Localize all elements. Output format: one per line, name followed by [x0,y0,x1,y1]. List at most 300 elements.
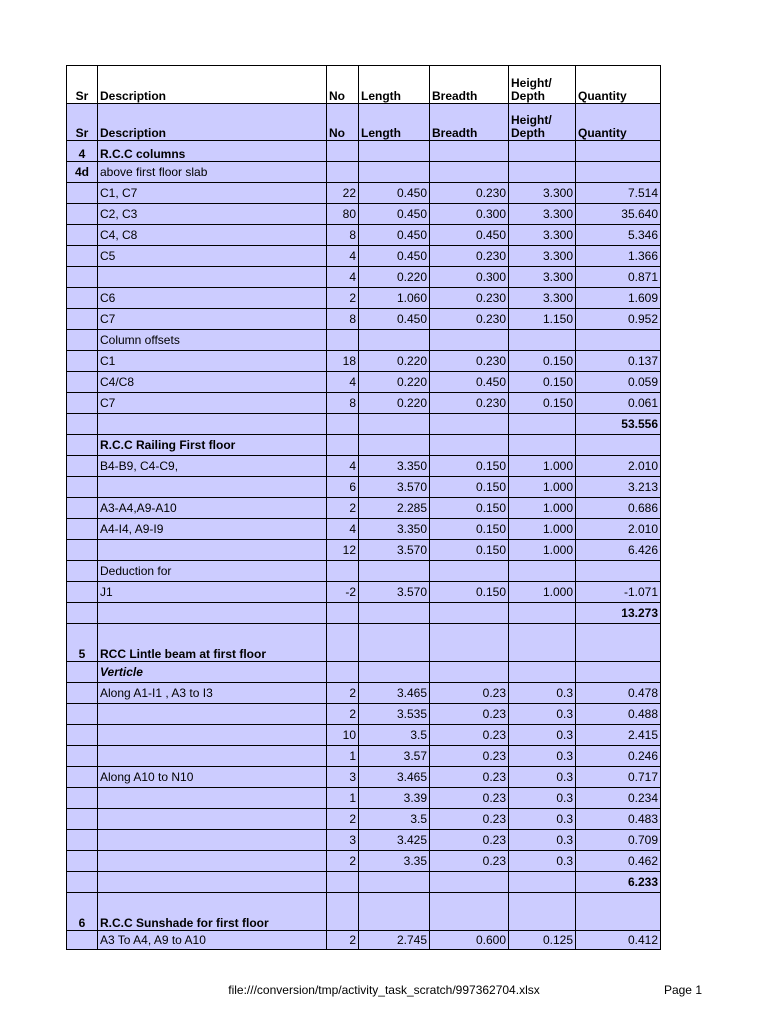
table-row [67,393,661,414]
quantity-cell: -1.071 [576,582,661,603]
sr-cell [67,725,98,746]
description-cell: C4, C8 [98,225,327,246]
sr-cell [67,330,98,351]
height-cell: 0.3 [509,851,576,872]
height-cell: 0.150 [509,372,576,393]
breadth-cell [430,624,509,662]
quantity-cell: 0.462 [576,851,661,872]
description-cell: R.C.C Sunshade for first floor [98,893,327,931]
no-cell: 2 [327,809,359,830]
sr-cell [67,872,98,893]
length-cell: 3.350 [359,519,430,540]
height-cell: 0.150 [509,393,576,414]
header-no: No [327,104,359,141]
table-row [67,767,661,788]
no-cell: 2 [327,498,359,519]
no-cell: 18 [327,351,359,372]
sr-cell [67,309,98,330]
no-cell: 2 [327,851,359,872]
quantity-cell: 2.010 [576,519,661,540]
height-cell [509,435,576,456]
breadth-cell: 0.23 [430,683,509,704]
breadth-cell [430,561,509,582]
description-cell [98,809,327,830]
description-cell [98,540,327,561]
quantity-cell: 0.686 [576,498,661,519]
sr-cell [67,225,98,246]
no-cell: -2 [327,582,359,603]
sr-cell [67,561,98,582]
quantity-cell: 6.233 [576,872,661,893]
quantity-cell: 0.246 [576,746,661,767]
description-cell [98,477,327,498]
height-cell: 1.000 [509,540,576,561]
sr-cell [67,393,98,414]
quantity-cell: 0.234 [576,788,661,809]
description-cell: A3-A4,A9-A10 [98,498,327,519]
header-quantity: Quantity [576,66,661,104]
table-row [67,561,661,582]
breadth-cell [430,162,509,183]
quantity-cell [576,624,661,662]
height-cell: 3.300 [509,288,576,309]
header-breadth: Breadth [430,104,509,141]
header-row-repeat [67,104,661,141]
no-cell: 3 [327,767,359,788]
description-cell: Column offsets [98,330,327,351]
description-cell [98,830,327,851]
length-cell: 3.535 [359,704,430,725]
breadth-cell [430,662,509,683]
sr-cell [67,662,98,683]
quantity-cell: 2.415 [576,725,661,746]
quantity-cell [576,893,661,931]
quantity-cell: 1.609 [576,288,661,309]
length-cell: 1.060 [359,288,430,309]
description-cell: A4-I4, A9-I9 [98,519,327,540]
quantity-cell: 53.556 [576,414,661,435]
table-row [67,288,661,309]
no-cell [327,662,359,683]
description-cell: C1, C7 [98,183,327,204]
quantity-cell [576,330,661,351]
height-cell: 0.3 [509,746,576,767]
header-length: Length [359,104,430,141]
no-cell [327,141,359,162]
height-cell: 0.3 [509,683,576,704]
description-cell [98,414,327,435]
height-cell [509,141,576,162]
no-cell: 8 [327,393,359,414]
no-cell: 1 [327,746,359,767]
section-row [67,141,661,162]
header-description: Description [98,104,327,141]
header-sr: Sr [67,104,98,141]
breadth-cell: 0.600 [430,931,509,950]
footer-page-number: Page 1 [663,983,702,997]
description-cell: C4/C8 [98,372,327,393]
description-cell: Deduction for [98,561,327,582]
length-cell: 3.465 [359,767,430,788]
length-cell [359,435,430,456]
height-cell: 0.150 [509,351,576,372]
table-row [67,498,661,519]
description-cell: C1 [98,351,327,372]
quantity-cell: 7.514 [576,183,661,204]
header-height-depth [509,104,576,141]
length-cell [359,603,430,624]
height-cell: 3.300 [509,183,576,204]
no-cell: 8 [327,309,359,330]
sr-cell [67,851,98,872]
table-row [67,162,661,183]
sr-cell [67,931,98,950]
section-row [67,624,661,662]
quantity-cell [576,162,661,183]
table-row [67,788,661,809]
height-cell: 0.3 [509,809,576,830]
length-cell [359,872,430,893]
no-cell [327,414,359,435]
sr-cell [67,477,98,498]
no-cell: 12 [327,540,359,561]
sr-cell [67,183,98,204]
description-cell: B4-B9, C4-C9, [98,456,327,477]
sr-cell [67,372,98,393]
no-cell [327,330,359,351]
breadth-cell: 0.150 [430,498,509,519]
header-height-line2: Depth [511,89,545,103]
no-cell [327,872,359,893]
description-cell [98,851,327,872]
length-cell: 3.39 [359,788,430,809]
length-cell: 2.745 [359,931,430,950]
height-cell: 0.3 [509,704,576,725]
total-row [67,603,661,624]
table-row [67,456,661,477]
quantity-cell: 0.061 [576,393,661,414]
height-cell [509,624,576,662]
table-row [67,351,661,372]
table-row [67,435,661,456]
sr-cell [67,519,98,540]
description-cell: Verticle [98,662,327,683]
breadth-cell: 0.23 [430,830,509,851]
height-cell: 3.300 [509,267,576,288]
length-cell [359,561,430,582]
description-cell [98,603,327,624]
description-cell: C7 [98,393,327,414]
description-cell: J1 [98,582,327,603]
quantity-cell: 0.871 [576,267,661,288]
breadth-cell [430,414,509,435]
quantity-cell: 1.366 [576,246,661,267]
quantity-cell: 6.426 [576,540,661,561]
table-row [67,851,661,872]
height-cell: 1.000 [509,519,576,540]
table-row [67,225,661,246]
description-cell [98,725,327,746]
description-cell: above first floor slab [98,162,327,183]
header-breadth: Breadth [430,66,509,104]
no-cell: 4 [327,267,359,288]
no-cell [327,162,359,183]
description-cell: RCC Lintle beam at first floor [98,624,327,662]
footer-file-path: file:///conversion/tmp/activity_task_scratch/997362704.xlsx [228,983,540,997]
no-cell: 1 [327,788,359,809]
sr-cell [67,540,98,561]
table-row [67,830,661,851]
description-cell: R.C.C columns [98,141,327,162]
description-cell: C5 [98,246,327,267]
quantity-cell: 35.640 [576,204,661,225]
quantity-sheet-table [66,65,661,950]
description-cell [98,267,327,288]
breadth-cell: 0.23 [430,704,509,725]
length-cell: 3.465 [359,683,430,704]
quantity-cell [576,141,661,162]
table-row [67,746,661,767]
header-no: No [327,66,359,104]
length-cell [359,162,430,183]
no-cell [327,624,359,662]
table-row [67,683,661,704]
sr-cell [67,683,98,704]
header-height-line1: Height/ [511,113,552,127]
quantity-cell: 0.709 [576,830,661,851]
breadth-cell: 0.23 [430,788,509,809]
length-cell [359,414,430,435]
length-cell: 3.5 [359,809,430,830]
section-row [67,893,661,931]
quantity-cell: 5.346 [576,225,661,246]
no-cell: 2 [327,683,359,704]
height-cell [509,662,576,683]
height-cell [509,603,576,624]
description-cell [98,788,327,809]
height-cell: 1.000 [509,582,576,603]
header-row [67,66,661,104]
description-cell: C6 [98,288,327,309]
quantity-cell: 0.059 [576,372,661,393]
length-cell: 0.220 [359,393,430,414]
height-cell: 1.150 [509,309,576,330]
sr-cell [67,788,98,809]
header-height-depth [509,66,576,104]
length-cell: 3.570 [359,477,430,498]
table-row [67,330,661,351]
breadth-cell: 0.150 [430,456,509,477]
quantity-cell: 2.010 [576,456,661,477]
length-cell: 3.570 [359,582,430,603]
quantity-cell [576,662,661,683]
table-row [67,809,661,830]
header-length: Length [359,66,430,104]
length-cell: 2.285 [359,498,430,519]
header-sr: Sr [67,66,98,104]
height-cell [509,893,576,931]
length-cell: 0.450 [359,204,430,225]
length-cell: 3.570 [359,540,430,561]
length-cell: 0.220 [359,351,430,372]
table-row [67,582,661,603]
sr-cell: 6 [67,893,98,931]
table-row [67,725,661,746]
sr-cell [67,704,98,725]
description-cell [98,746,327,767]
breadth-cell: 0.23 [430,746,509,767]
length-cell: 3.5 [359,725,430,746]
quantity-cell [576,435,661,456]
length-cell: 3.35 [359,851,430,872]
table-row [67,931,661,950]
table-row [67,519,661,540]
breadth-cell: 0.230 [430,309,509,330]
breadth-cell: 0.450 [430,225,509,246]
no-cell: 8 [327,225,359,246]
sr-cell: 4 [67,141,98,162]
height-cell: 1.000 [509,456,576,477]
table-row [67,309,661,330]
breadth-cell: 0.23 [430,767,509,788]
header-height-line1: Height/ [511,76,552,90]
description-cell: Along A10 to N10 [98,767,327,788]
table-row [67,183,661,204]
quantity-cell: 0.717 [576,767,661,788]
length-cell: 0.450 [359,246,430,267]
no-cell: 10 [327,725,359,746]
breadth-cell [430,603,509,624]
breadth-cell: 0.450 [430,372,509,393]
breadth-cell: 0.150 [430,582,509,603]
quantity-cell: 0.952 [576,309,661,330]
description-cell [98,872,327,893]
breadth-cell: 0.150 [430,540,509,561]
length-cell: 3.425 [359,830,430,851]
length-cell [359,662,430,683]
breadth-cell [430,872,509,893]
breadth-cell: 0.23 [430,851,509,872]
length-cell [359,141,430,162]
length-cell: 0.220 [359,267,430,288]
table-row [67,540,661,561]
sr-cell: 4d [67,162,98,183]
sr-cell [67,204,98,225]
no-cell: 4 [327,246,359,267]
description-cell [98,704,327,725]
length-cell: 0.450 [359,309,430,330]
length-cell: 0.220 [359,372,430,393]
no-cell: 2 [327,704,359,725]
description-cell: A3 To A4, A9 to A10 [98,931,327,950]
sr-cell [67,603,98,624]
breadth-cell: 0.300 [430,267,509,288]
height-cell: 3.300 [509,204,576,225]
height-cell: 0.3 [509,725,576,746]
breadth-cell: 0.230 [430,393,509,414]
breadth-cell [430,330,509,351]
header-height-line2: Depth [511,126,545,140]
no-cell: 4 [327,372,359,393]
no-cell: 2 [327,288,359,309]
sr-cell [67,830,98,851]
sr-cell [67,582,98,603]
sr-cell [67,267,98,288]
table-row [67,662,661,683]
breadth-cell: 0.230 [430,288,509,309]
quantity-cell: 0.137 [576,351,661,372]
height-cell: 0.125 [509,931,576,950]
table-row [67,267,661,288]
sr-cell: 5 [67,624,98,662]
length-cell: 0.450 [359,183,430,204]
quantity-cell: 0.488 [576,704,661,725]
height-cell [509,872,576,893]
height-cell: 0.3 [509,788,576,809]
no-cell [327,603,359,624]
breadth-cell [430,141,509,162]
sr-cell [67,498,98,519]
breadth-cell [430,893,509,931]
height-cell [509,162,576,183]
no-cell: 2 [327,931,359,950]
breadth-cell: 0.150 [430,519,509,540]
description-cell: R.C.C Railing First floor [98,435,327,456]
quantity-cell: 0.478 [576,683,661,704]
total-row [67,414,661,435]
quantity-cell [576,561,661,582]
no-cell: 4 [327,519,359,540]
no-cell: 3 [327,830,359,851]
length-cell: 3.350 [359,456,430,477]
breadth-cell [430,435,509,456]
height-cell [509,414,576,435]
total-row [67,872,661,893]
quantity-cell: 13.273 [576,603,661,624]
breadth-cell: 0.230 [430,183,509,204]
breadth-cell: 0.230 [430,246,509,267]
length-cell [359,330,430,351]
height-cell: 3.300 [509,225,576,246]
header-quantity: Quantity [576,104,661,141]
quantity-cell: 0.412 [576,931,661,950]
height-cell: 1.000 [509,498,576,519]
length-cell: 0.450 [359,225,430,246]
description-cell: C2, C3 [98,204,327,225]
table-row [67,704,661,725]
height-cell [509,330,576,351]
length-cell [359,624,430,662]
sr-cell [67,435,98,456]
no-cell: 80 [327,204,359,225]
breadth-cell: 0.23 [430,809,509,830]
sr-cell [67,809,98,830]
table-row [67,246,661,267]
table-row [67,477,661,498]
description-cell: C7 [98,309,327,330]
header-description: Description [98,66,327,104]
sr-cell [67,288,98,309]
sr-cell [67,414,98,435]
height-cell: 0.3 [509,767,576,788]
sr-cell [67,456,98,477]
no-cell: 22 [327,183,359,204]
sr-cell [67,351,98,372]
height-cell: 3.300 [509,246,576,267]
height-cell [509,561,576,582]
no-cell [327,561,359,582]
length-cell [359,893,430,931]
